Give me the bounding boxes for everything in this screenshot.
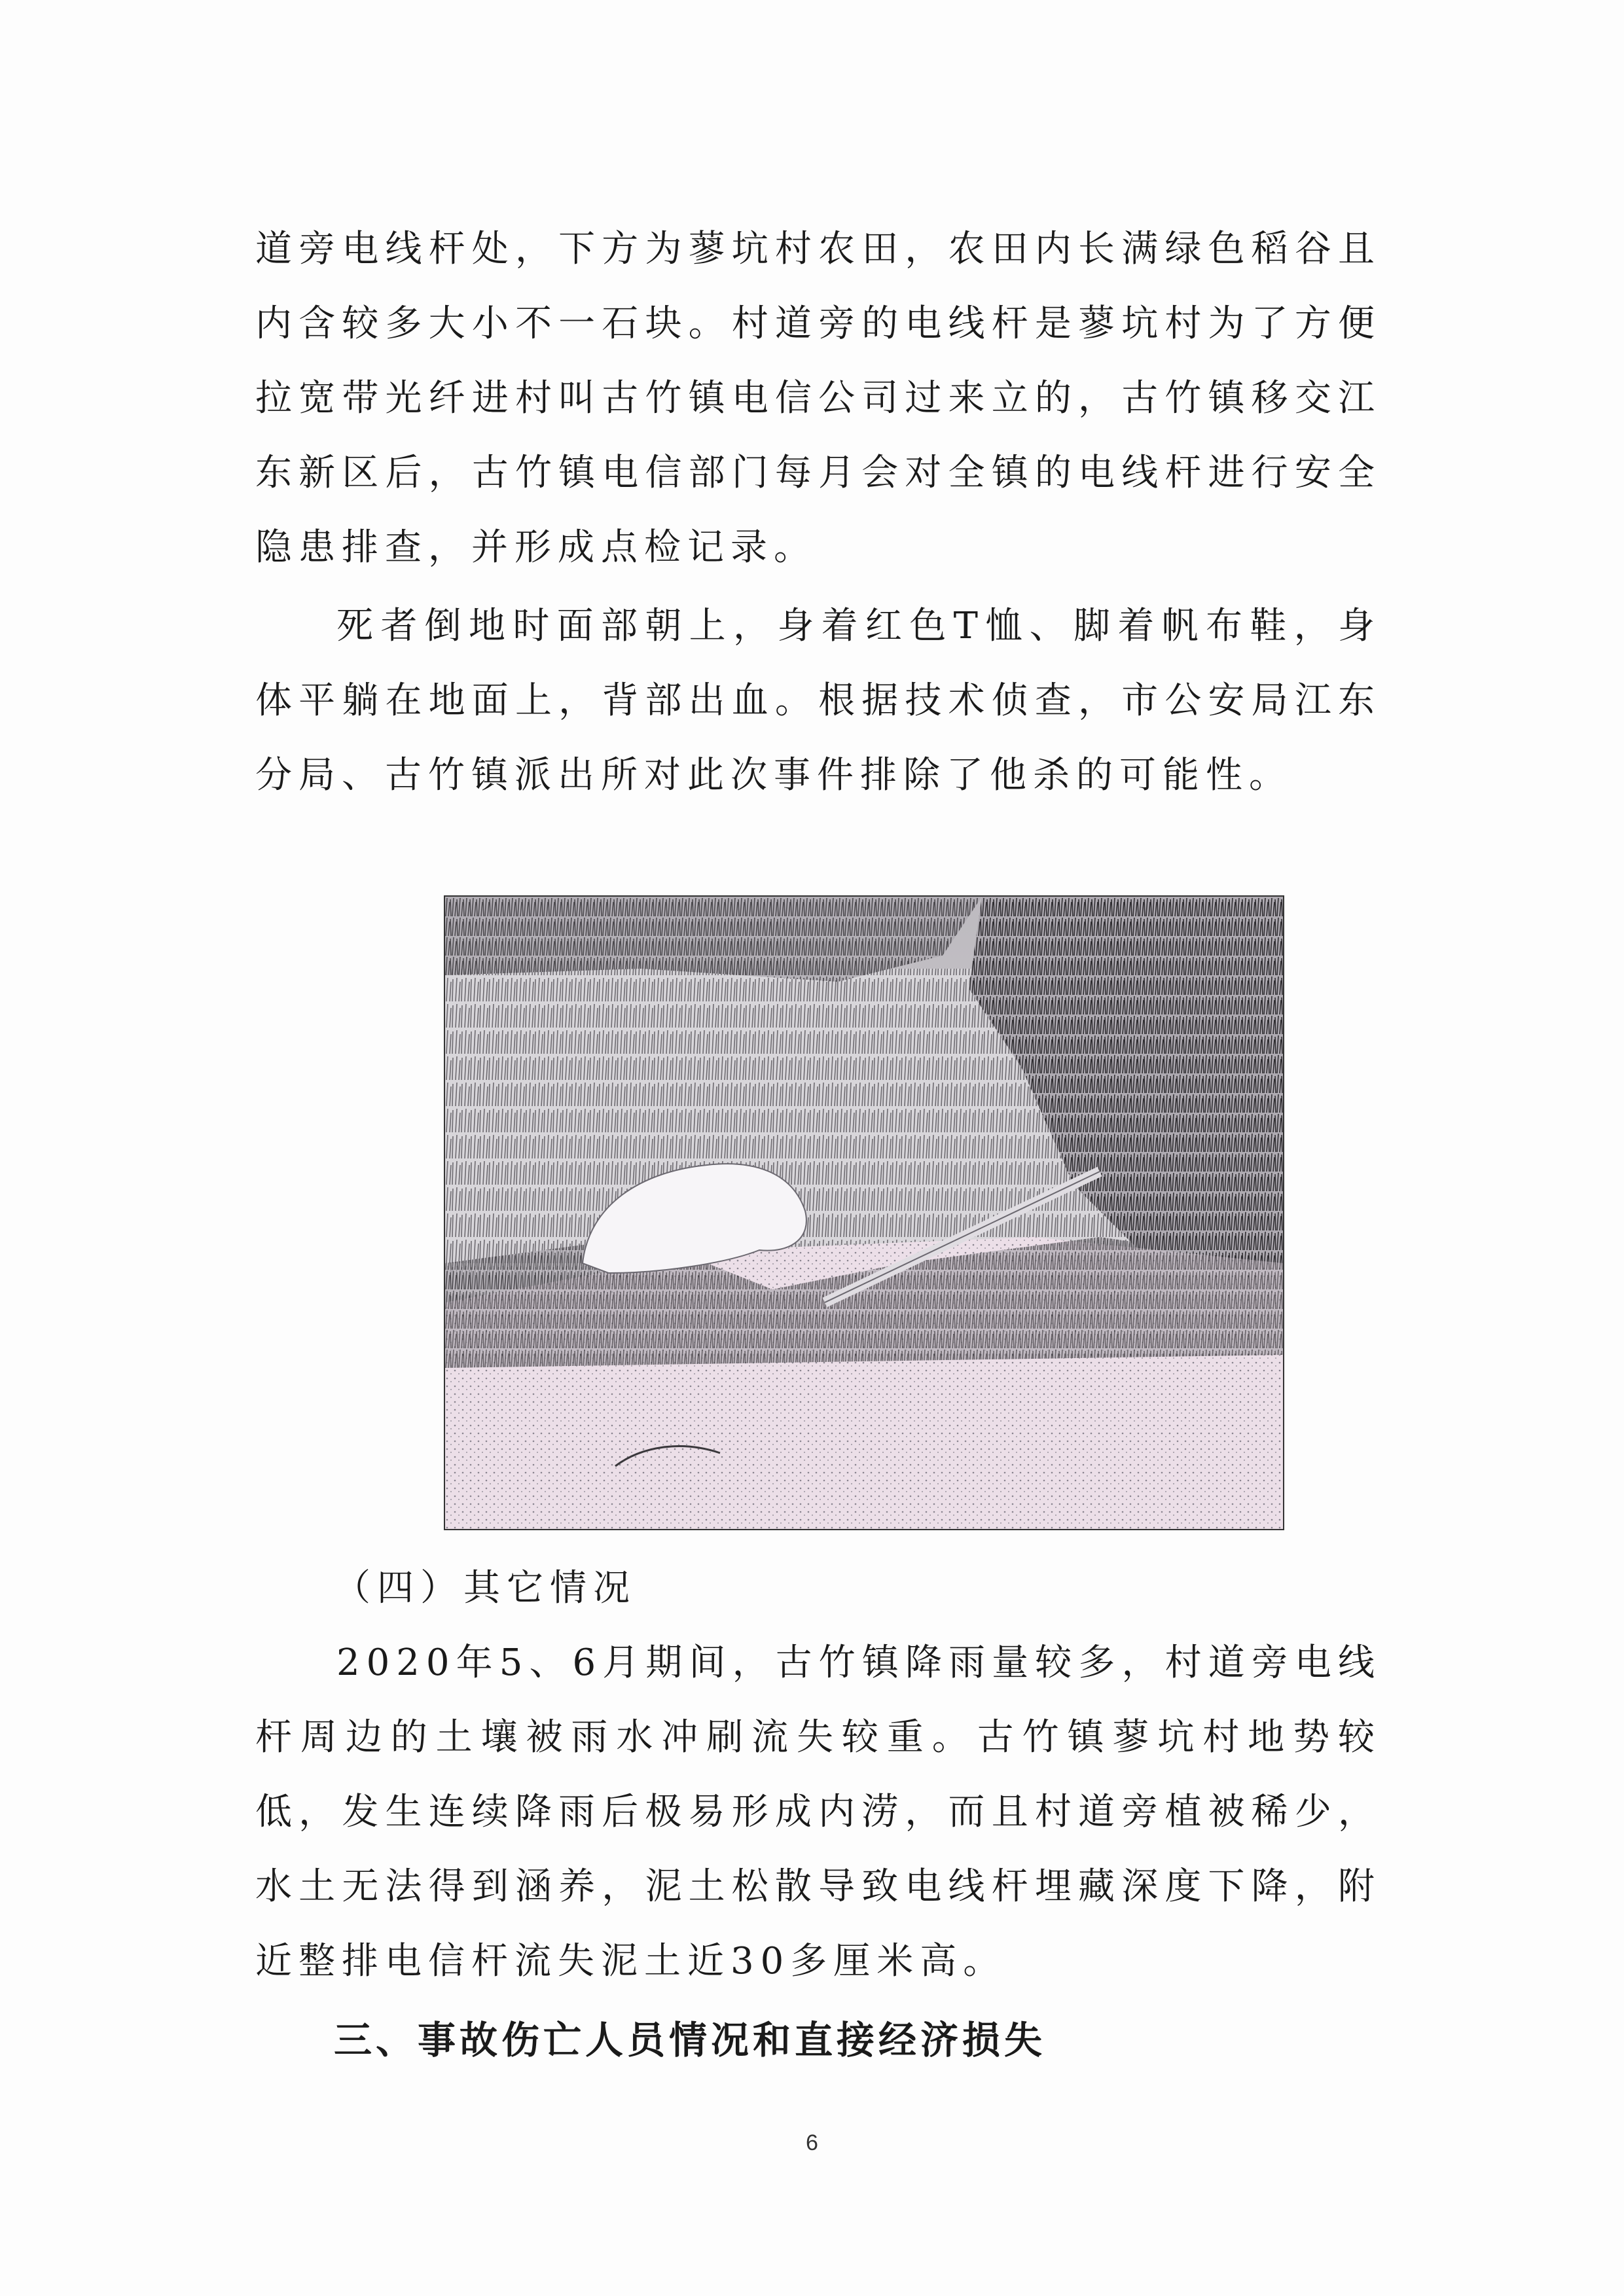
scene-photo-graphic <box>445 897 1283 1529</box>
paragraph-field-location: 道旁电线杆处，下方为蓼坑村农田，农田内长满绿色稻谷且内含较多大小不一石块。村道旁的电线杆是蓼坑村为了方便拉宽带光纤进村叫古竹镇电信公司过来立的，古竹镇移交江东新区后，古竹镇电信部门每月会对全镇的电线杆进行安全隐患排查，并形成点检记录。 <box>255 228 1381 569</box>
scene-photo <box>444 895 1284 1530</box>
paragraph-other-circumstances: 2020年5、6月期间，古竹镇降雨量较多，村道旁电线杆周边的土壤被雨水冲刷流失较重。古竹镇蓼坑村地势较低，发生连续降雨后极易形成内涝，而且村道旁植被稀少，水土无法得到涵养，泥土松散导致电线杆埋藏深度下降，附近整排电信杆流失泥土近30多厘米高。 <box>255 1641 1381 1982</box>
section-heading: 三、事故伤亡人员情况和直接经济损失 <box>334 2018 1047 2062</box>
page-number: 6 <box>806 2130 818 2155</box>
subsection-heading: （四）其它情况 <box>334 1567 636 1609</box>
paragraph-victim-description: 死者倒地时面部朝上，身着红色T恤、脚着帆布鞋，身体平躺在地面上，背部出血。根据技术侦查，市公安局江东分局、古竹镇派出所对此次事件排除了他杀的可能性。 <box>255 605 1381 797</box>
